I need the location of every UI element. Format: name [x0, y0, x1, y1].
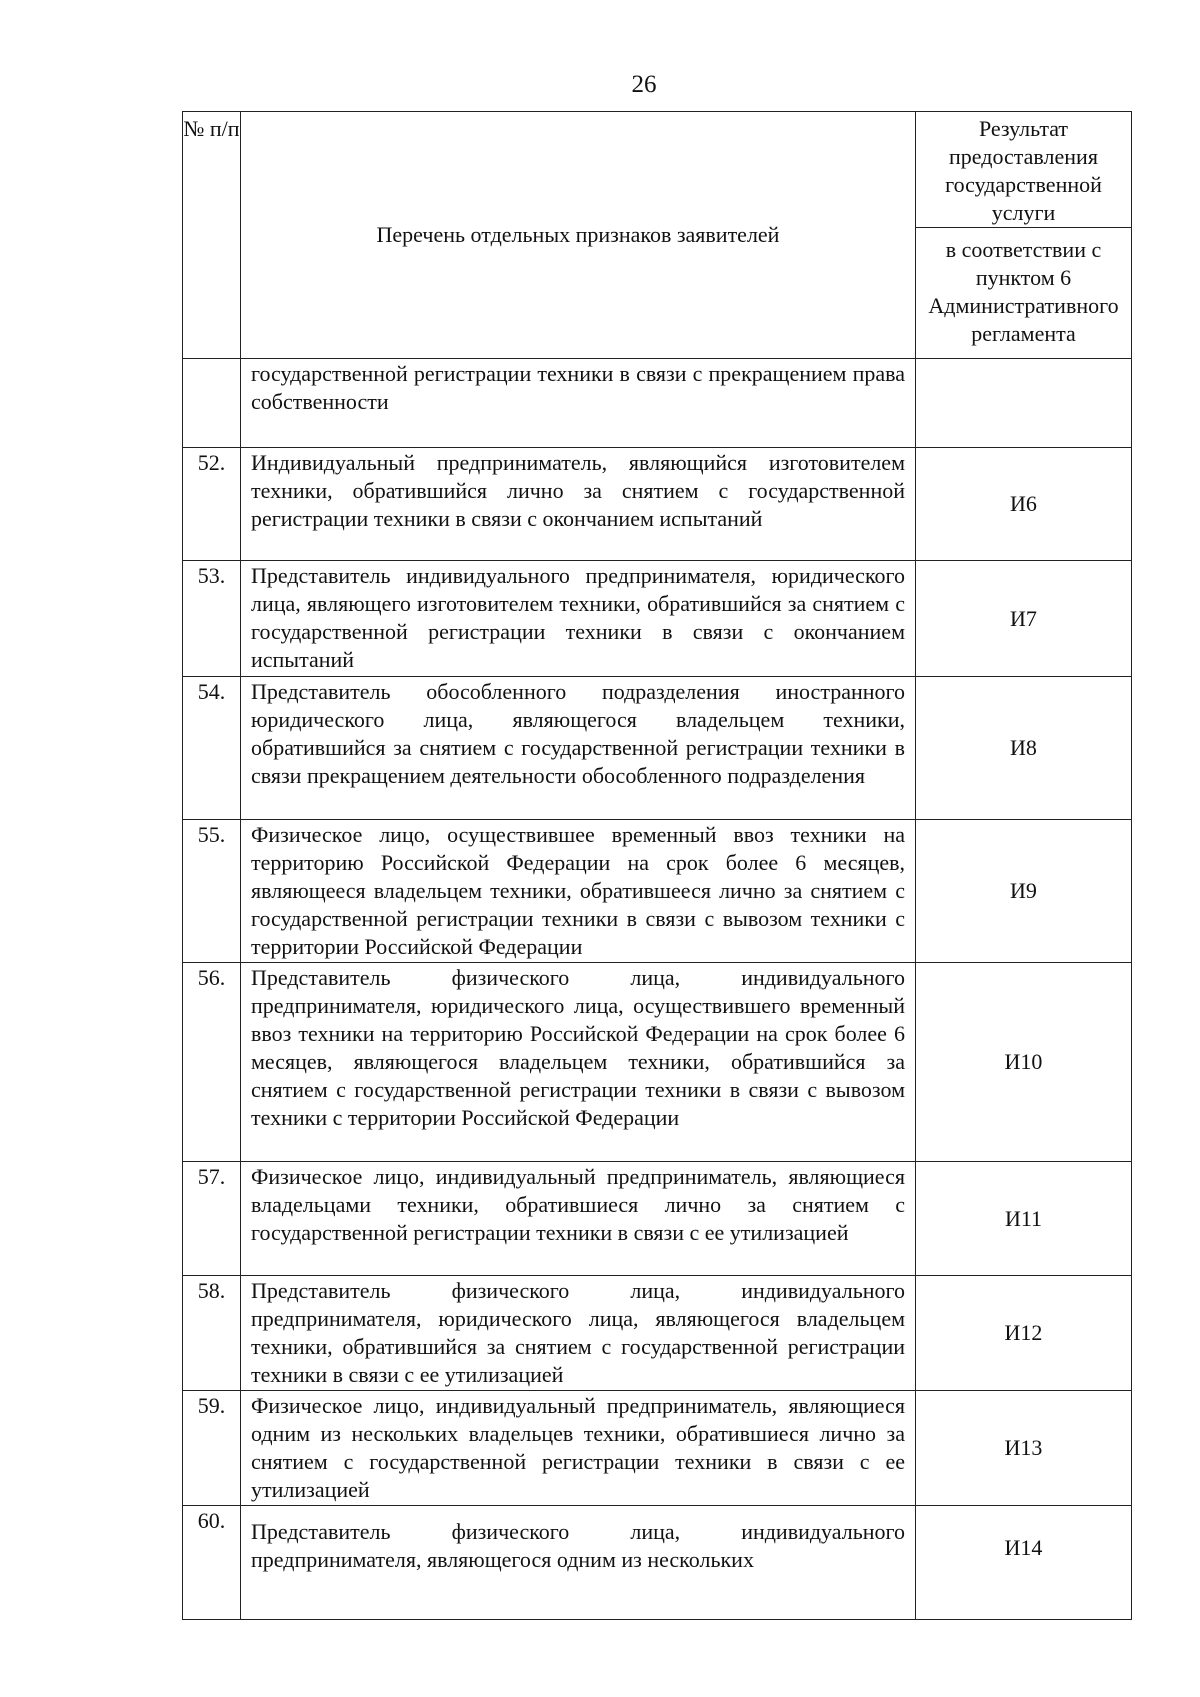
row-number: 54.	[183, 677, 241, 820]
table-row	[183, 963, 1132, 1162]
row-text: Физическое лицо, осуществившее временный ввоз техники на территорию Российской Федерации на срок более 6 месяцев, являющееся владельцем техники, обратившееся лично за снятием с государственной регистрации техники в связи с вывозом техники с территории Российской Федерации	[241, 820, 916, 963]
row-number: 52.	[183, 448, 241, 561]
table-row	[183, 820, 1132, 963]
table-row	[183, 1276, 1132, 1391]
row-result: И7	[916, 561, 1132, 677]
row-text: Представитель физического лица, индивидуального предпринимателя, юридического лица, осуществившего временный ввоз техники на территорию Российской Федерации на срок более 6 месяцев, являющегося владельцем техники, обратившийся за снятием с государственной регистрации техники в связи с вывозом техники с территории Российской Федерации	[241, 963, 916, 1162]
row-number	[183, 359, 241, 448]
table-row	[183, 1506, 1132, 1620]
table-row	[183, 448, 1132, 561]
row-number: 60.	[183, 1506, 241, 1620]
table-row	[183, 561, 1132, 677]
table-row	[183, 1162, 1132, 1276]
row-number: 58.	[183, 1276, 241, 1391]
row-text: Физическое лицо, индивидуальный предприниматель, являющиеся одним из нескольких владельцев техники, обратившиеся лично за снятием с государственной регистрации техники в связи с ее утилизацией	[241, 1391, 916, 1506]
row-text: Представитель индивидуального предпринимателя, юридического лица, являющего изготовителем техники, обратившийся за снятием с государственной регистрации техники в связи с окончанием испытаний	[241, 561, 916, 677]
row-number: 59.	[183, 1391, 241, 1506]
row-result: И9	[916, 820, 1132, 963]
header-criteria: Перечень отдельных признаков заявителей	[241, 112, 916, 359]
row-result: И6	[916, 448, 1132, 561]
table-row	[183, 359, 1132, 448]
row-text: Представитель физического лица, индивидуального предпринимателя, юридического лица, являющегося владельцем техники, обратившийся за снятием с государственной регистрации техники в связи с ее утилизацией	[241, 1276, 916, 1391]
row-result	[916, 359, 1132, 448]
header-number: № п/п	[183, 112, 241, 359]
table-header-row	[183, 112, 1132, 228]
header-result-reference: в соответствии с пунктом 6 Административного регламента	[916, 228, 1132, 359]
row-text: Физическое лицо, индивидуальный предприниматель, являющиеся владельцами техники, обратившиеся лично за снятием с государственной регистрации техники в связи с ее утилизацией	[241, 1162, 916, 1276]
row-text: государственной регистрации техники в связи с прекращением права собственности	[241, 359, 916, 448]
row-text: Представитель физического лица, индивидуального предпринимателя, являющегося одним из нескольких	[241, 1506, 916, 1620]
row-result: И13	[916, 1391, 1132, 1506]
row-number: 57.	[183, 1162, 241, 1276]
row-result: И10	[916, 963, 1132, 1162]
row-text: Представитель обособленного подразделения иностранного юридического лица, являющегося владельцем техники, обратившийся за снятием с государственной регистрации техники в связи прекращением деятельности обособленного подразделения	[241, 677, 916, 820]
row-result: И11	[916, 1162, 1132, 1276]
table-row	[183, 677, 1132, 820]
row-number: 55.	[183, 820, 241, 963]
header-result: Результат предоставления государственной услуги	[916, 112, 1132, 228]
table-row	[183, 1391, 1132, 1506]
row-result: И8	[916, 677, 1132, 820]
page-number: 26	[631, 71, 657, 98]
row-result: И12	[916, 1276, 1132, 1391]
row-number: 56.	[183, 963, 241, 1162]
applicant-criteria-table	[182, 111, 1132, 1620]
row-text: Индивидуальный предприниматель, являющийся изготовителем техники, обратившийся лично за снятием с государственной регистрации техники в связи с окончанием испытаний	[241, 448, 916, 561]
row-number: 53.	[183, 561, 241, 677]
row-result: И14	[916, 1506, 1132, 1620]
